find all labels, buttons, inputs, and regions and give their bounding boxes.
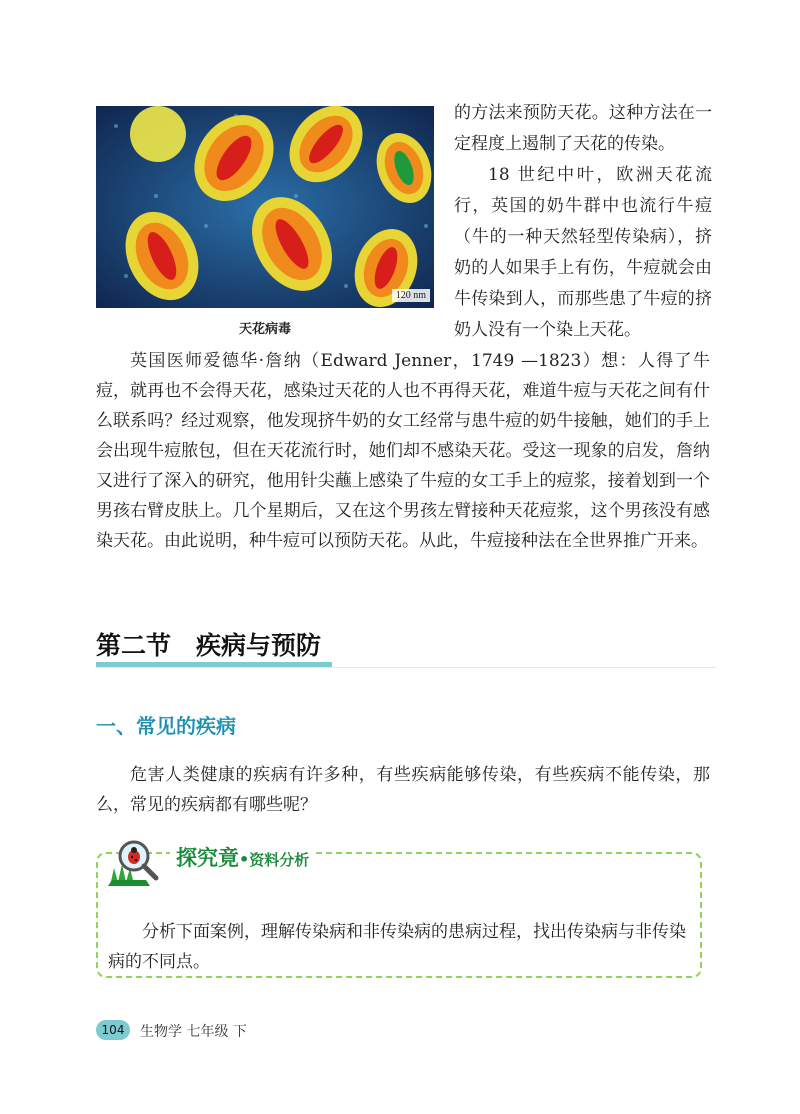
smallpox-virus-image bbox=[96, 106, 434, 308]
explore-title-sub: 资料分析 bbox=[249, 851, 310, 869]
paragraph: 英国医师爱德华·詹纳（Edward Jenner，1749 —1823）想：人得了牛痘，就再也不会得天花，感染过天花的人也不再得天花，难道牛痘与天花之间有什么联系吗？经过观察，他发现挤牛奶的女工经常与患牛痘的奶牛接触，她们的手上会出现牛痘脓包，但在天花流行时，她们却不感染天花。受这一现象的启发，詹纳又进行了深入的研究，他用针尖蘸上感染了牛痘的女工手上的痘浆，接着划到一个男孩右臂皮肤上。几个星期后，又在这个男孩左臂接种天花痘浆，这个男孩没有感染天花。由此说明，种牛痘可以预防天花。从此，牛痘接种法在全世界推广开来。 bbox=[96, 351, 710, 551]
explore-title-main: 探究竟 bbox=[176, 846, 239, 870]
book-label: 生物学 七年级 下 bbox=[140, 1024, 247, 1040]
magnifier-bug-icon bbox=[106, 838, 166, 888]
figure-caption: 天花病毒 bbox=[238, 322, 291, 337]
virus-micrograph bbox=[96, 106, 434, 308]
paragraph: 分析下面案例，理解传染病和非传染病的患病过程，找出传染病与非传染病的不同点。 bbox=[108, 922, 686, 972]
paragraph: 18 世纪中叶，欧洲天花流行，英国的奶牛群中也流行牛痘（牛的一种天然轻型传染病），挤奶的人如果手上有伤，牛痘就会由牛传染到人，而那些患了牛痘的挤奶人没有一个染上天花。 bbox=[454, 165, 712, 340]
virus-particle bbox=[130, 106, 186, 162]
main-text bbox=[96, 346, 710, 556]
side-text-column bbox=[454, 98, 712, 346]
section-title: 第二节 疾病与预防 bbox=[96, 631, 322, 660]
page-number: 104 bbox=[96, 1020, 130, 1040]
explore-title-dot: • bbox=[239, 850, 250, 869]
paragraph: 的方法来预防天花。这种方法在一定程度上遏制了天花的传染。 bbox=[454, 103, 712, 154]
explore-title bbox=[170, 842, 315, 872]
subsection-title: 一、常见的疾病 bbox=[96, 714, 236, 738]
explore-text bbox=[108, 900, 692, 994]
paragraph: 危害人类健康的疾病有许多种，有些疾病能够传染，有些疾病不能传染，那么，常见的疾病都有哪些呢？ bbox=[96, 765, 710, 815]
scale-label: 120 nm bbox=[392, 289, 430, 302]
section-divider bbox=[96, 667, 716, 668]
intro-text bbox=[96, 760, 710, 820]
